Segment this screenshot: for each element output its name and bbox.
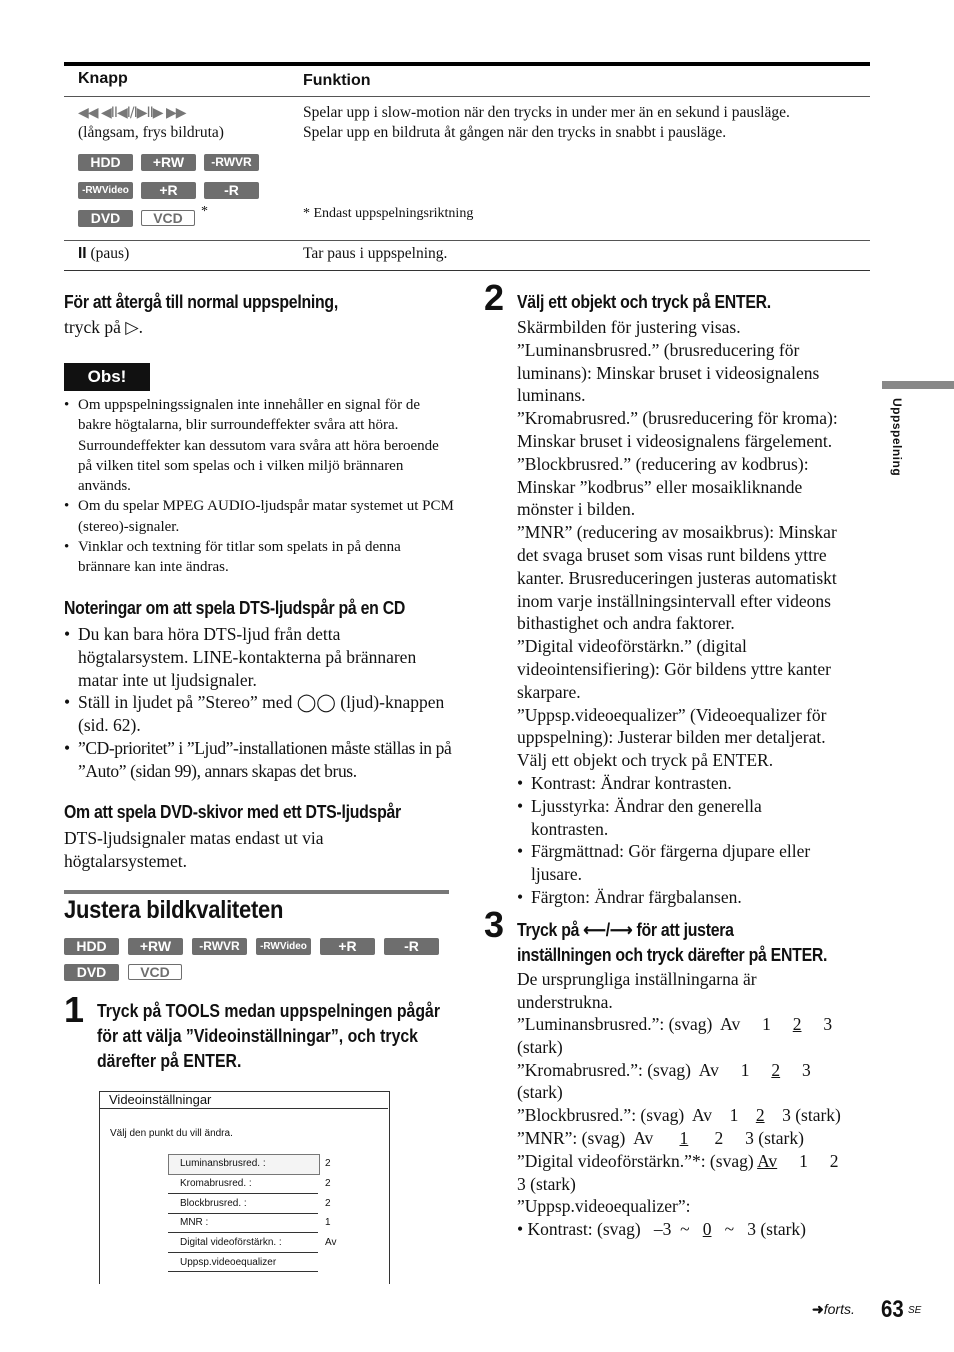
step-2-line: Minskar bruset i videosignalens färgelement. (517, 430, 833, 451)
setting-option: 3 (517, 1173, 526, 1194)
slow-freeze-icon: ◀◀ ◀II◀I/I▶II▶ ▶▶ (78, 105, 186, 121)
step-2-heading: Välj ett objekt och tryck på ENTER. (517, 292, 771, 312)
step-2-line: kanter. Brusreduceringen justeras automatiskt (517, 567, 837, 588)
setting-option: 1 (799, 1150, 808, 1171)
step-2-line: videointensifiering): Gör bildens yttre kanter (517, 658, 831, 679)
badge-vcd: VCD (141, 210, 195, 226)
setting-label: ”Kromabrusred.”: (svag) (517, 1059, 691, 1080)
setting-option: Av (720, 1014, 741, 1034)
setting-label: ”Blockbrusred.”: (svag) (517, 1105, 685, 1126)
screen-row-line (168, 1271, 318, 1272)
dts-cd-item: • ”CD-prioritet” i ”Ljud”-installationen måste ställas in på ”Auto” (sidan 99), annars skapas det brus. (64, 737, 452, 783)
slow-freeze-label: (långsam, frys bildruta) (78, 124, 224, 141)
setting-digital (517, 1150, 877, 1173)
setting-stark: (stark) (517, 1036, 563, 1057)
badge-minus-r: -R (384, 938, 439, 955)
step-2-line: bithastighet och andra faktorer. (517, 613, 735, 634)
setting-luminans (517, 1013, 877, 1036)
side-tab (888, 398, 908, 498)
table-header-knapp: Knapp (78, 70, 128, 87)
setting-option: 1 (729, 1105, 739, 1126)
setting-kontrast: • Kontrast: (svag) –3 ~ 0 ~ 3 (stark) (517, 1219, 807, 1240)
badge-dvd: DVD (64, 964, 119, 981)
step-2-line: Minskar ”kodbrus” eller mosaikliknande (517, 476, 803, 497)
step-3-heading (517, 918, 827, 968)
setting-kroma (517, 1059, 877, 1082)
setting-option: 3 (745, 1127, 754, 1148)
badge-hdd: HDD (64, 938, 119, 955)
step-3-intro: De ursprungliga inställningarna är understrukna. (517, 969, 757, 1012)
setting-option-default: 2 (771, 1059, 781, 1080)
step-2-line: luminans. (517, 385, 586, 406)
screen-row-label[interactable]: MNR : (180, 1217, 209, 1228)
setting-option: 2 (829, 1150, 839, 1171)
step-2-line: Skärmbilden för justering visas. (517, 317, 741, 337)
table-top-rule (64, 62, 870, 66)
step-2-line: Välj ett objekt och tryck på ENTER. (517, 750, 774, 771)
setting-equalizer: ”Uppsp.videoequalizer”: (517, 1196, 691, 1217)
step-2-body (517, 316, 877, 909)
badge-vcd: VCD (128, 964, 182, 980)
step-2-line: luminans): Minskar bruset i videosignalens (517, 362, 820, 383)
setting-option-default: 2 (792, 1014, 802, 1034)
setting-option: 3 (747, 1219, 756, 1240)
badge-plus-r: +R (141, 182, 196, 199)
setting-option: 3 (801, 1059, 811, 1080)
setting-digital-cont (517, 1173, 877, 1196)
dts-cd-item: • Ställ in ljudet på ”Stereo” med ◯◯ (ljud)-knappen (sid. 62). (64, 691, 452, 737)
step-2-line: ”MNR” (reducering av mosaikbrus): Minskar (517, 522, 837, 543)
step-3-settings (517, 1013, 877, 1241)
setting-option-default: 1 (679, 1127, 689, 1148)
step-3-heading-line: Tryck på ⟵/⟶ för att justera (517, 920, 734, 940)
screen-row-line (168, 1232, 318, 1233)
step-2-number: 2 (484, 277, 505, 318)
screen-row-label[interactable]: Digital videoförstärkn. : (180, 1237, 282, 1248)
setting-stark: (stark) (760, 1219, 807, 1240)
step-2-line: mönster i bilden. (517, 499, 636, 520)
screen-row-value: Av (325, 1237, 337, 1248)
badge-minus-rw-vr: -RWVR (204, 154, 259, 171)
dts-cd-heading: Noteringar om att spela DTS-ljudspår på en CD (64, 598, 406, 618)
side-tab-bar (882, 381, 954, 389)
step-2-line: ”Kromabrusred.” (brusreducering för kroma): (517, 408, 838, 429)
badge-minus-rw-vr: -RWVR (192, 938, 247, 955)
continued-indicator (812, 1301, 855, 1318)
step-2-line: ”Blockbrusred.” (reducering av kodbrus): (517, 453, 809, 474)
disc-badges-section (64, 938, 444, 981)
setting-option: 2 (714, 1127, 724, 1148)
badge-minus-r: -R (204, 182, 259, 199)
step-2-line: det svaga bruset som visas runt bildens yttre (517, 544, 827, 565)
screen-row-label[interactable]: Luminansbrusred. : (180, 1158, 266, 1169)
step-2-line: uppspelning): Justerar bilden mer detaljerat. (517, 727, 826, 748)
setting-option: 3 (782, 1105, 791, 1126)
slow-function-line2: Spelar upp en bildruta åt gången när den trycks in snabbt i pausläge. (303, 124, 727, 141)
screen-prompt: Välj den punkt du vill ändra. (110, 1128, 233, 1139)
step-2-line: ”Digital videoförstärkn.” (digital (517, 636, 747, 657)
setting-option: 1 (762, 1014, 771, 1034)
screen-row-value: 2 (325, 1158, 331, 1169)
setting-stark: (stark) (530, 1173, 576, 1194)
section-title: Justera bildkvaliteten (64, 896, 284, 924)
pause-function: Tar paus i uppspelning. (303, 245, 448, 262)
step-2-bullet: • Färgton: Ändrar färgbalansen. (517, 886, 877, 909)
page-number: 63 (881, 1296, 904, 1323)
step-2-line: ”Luminansbrusred.” (brusreducering för (517, 339, 800, 360)
screen-row-label[interactable]: Kromabrusred. : (180, 1178, 252, 1189)
setting-label: ”Digital videoförstärkn.”*: (svag) (517, 1150, 754, 1171)
setting-option: ~ (680, 1219, 690, 1240)
table-bottom-rule (64, 270, 870, 271)
screen-row-line (168, 1213, 318, 1214)
setting-option: –3 (653, 1219, 672, 1240)
setting-option: ~ (724, 1219, 735, 1240)
step-2-bullets (517, 772, 877, 909)
dts-dvd-heading: Om att spela DVD-skivor med ett DTS-ljudspår (64, 802, 401, 822)
obs-list (64, 395, 454, 578)
setting-stark: (stark) (517, 1082, 563, 1103)
obs-item: • Om du spelar MPEG AUDIO-ljudspår matar systemet ut PCM (stereo)-signaler. (64, 496, 454, 537)
screen-row-label[interactable]: Blockbrusred. : (180, 1198, 247, 1209)
screen-row-line (168, 1193, 318, 1194)
badge-plus-rw: +RW (128, 938, 183, 955)
step-1-text: Tryck på TOOLS medan uppspelningen pågår för att välja ”Videoinställningar”, och tryck därefter på ENTER. (97, 1001, 440, 1071)
setting-label: ”Luminansbrusred.”: (svag) (517, 1014, 713, 1034)
direction-note: * Endast uppspelningsriktning (303, 206, 474, 221)
step-2-bullet: • Kontrast: Ändrar kontrasten. (517, 772, 877, 795)
step-2-line: skarpare. (517, 681, 581, 702)
screen-row-line (168, 1252, 318, 1253)
table-divider (64, 96, 870, 97)
obs-item: • Om uppspelningssignalen inte innehåller en signal för de bakre högtalarna, blir surroundeffekter svåra att höra. Surroundeffekter kan dessutom vara svåra att höra beroende på vilken titel som spelas och i vilken miljö brännaren används. (64, 395, 454, 496)
setting-label: ”MNR”: (svag) (517, 1127, 626, 1148)
return-heading: För att återgå till normal uppspelning, (64, 292, 338, 312)
step-3-number: 3 (484, 904, 505, 945)
screen-row-value: 1 (325, 1217, 331, 1228)
step-2-bullet: • Färgmättnad: Gör färgerna djupare eller ljusare. (517, 840, 877, 886)
setting-block (517, 1104, 877, 1127)
setting-stark: (stark) (758, 1127, 804, 1148)
page-suffix: SE (908, 1305, 922, 1316)
setting-stark: (stark) (795, 1105, 841, 1126)
badge-plus-r: +R (320, 938, 375, 955)
asterisk-mark: * (201, 204, 208, 219)
continued-label: forts. (823, 1301, 855, 1317)
arrow-right-icon: ➜ (812, 1301, 824, 1317)
obs-label: Obs! (64, 363, 150, 391)
side-tab-label: Uppspelning (890, 398, 904, 477)
badge-minus-rw-video: -RWVideo (78, 182, 133, 199)
setting-option-default: 2 (755, 1105, 765, 1126)
obs-item: • Vinklar och textning för titlar som spelats in på denna brännare kan inte ändras. (64, 537, 454, 578)
badge-hdd: HDD (78, 154, 133, 171)
step-2-line: inom varje inställningsintervall efter videons (517, 590, 831, 611)
dts-cd-list (64, 623, 452, 783)
badge-plus-rw: +RW (141, 154, 196, 171)
setting-option-default: 0 (702, 1219, 712, 1240)
setting-option: Av (698, 1059, 719, 1080)
screen-row-value: 2 (325, 1178, 331, 1189)
setting-option-default: Av (757, 1150, 778, 1171)
section-rule (64, 890, 449, 894)
step-2-line: ”Uppsp.videoequalizer” (Videoequalizer för (517, 704, 827, 725)
disc-badges-table (78, 154, 268, 227)
setting-option: Av (633, 1127, 654, 1148)
pause-label: (paus) (90, 245, 130, 262)
step-2-bullet: • Ljusstyrka: Ändrar den generella kontrasten. (517, 795, 877, 841)
badge-dvd: DVD (78, 210, 133, 227)
screen-row-label[interactable]: Uppsp.videoequalizer (180, 1257, 277, 1268)
return-text: tryck på ▷. (64, 317, 144, 337)
dts-cd-item: • Du kan bara höra DTS-ljud från detta högtalarsystem. LINE-kontakterna på brännaren matar inte ut ljudsignaler. (64, 623, 452, 691)
screen-row-value: 2 (325, 1198, 331, 1209)
table-header-funktion: Funktion (303, 72, 371, 89)
screen-title: Videoinställningar (99, 1091, 388, 1109)
setting-option: 3 (823, 1014, 833, 1034)
setting-option: Av (691, 1105, 713, 1126)
badge-minus-rw-video: -RWVideo (256, 938, 311, 955)
pause-icon: II (78, 245, 87, 262)
step-1-number: 1 (64, 989, 85, 1030)
step-3-heading-line: inställningen och tryck därefter på ENTER. (517, 945, 828, 965)
pause-row-button (78, 244, 129, 264)
setting-mnr (517, 1127, 877, 1150)
slow-function-line1: Spelar upp i slow-motion när den trycks in under mer än en sekund i pausläge. (303, 104, 790, 121)
dts-dvd-text: DTS-ljudsignaler matas endast ut via högtalarsystemet. (64, 828, 324, 871)
setting-label: Kontrast: (svag) (527, 1219, 641, 1240)
table-divider (64, 240, 870, 241)
setting-option: 1 (740, 1059, 750, 1080)
